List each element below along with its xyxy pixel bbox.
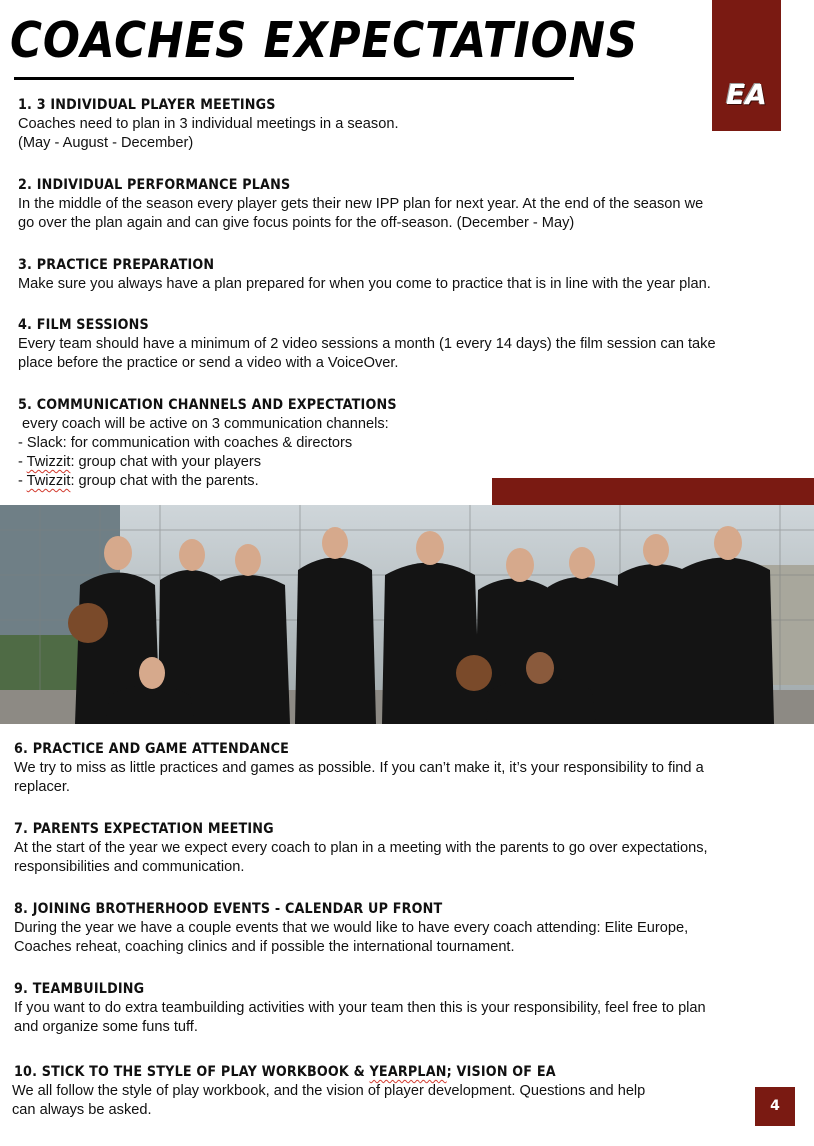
ea-logo: EA <box>726 78 767 111</box>
section-heading: 3. PRACTICE PREPARATION <box>18 257 215 273</box>
section-heading: 2. INDIVIDUAL PERFORMANCE PLANS <box>18 177 291 193</box>
section-style-of-play <box>14 1062 645 1120</box>
logo-tab <box>712 0 781 131</box>
title-underline <box>14 77 574 80</box>
section-body: We try to miss as little practices and games as possible. If you can’t make it, it’s your responsibility to find a replacer. <box>14 760 704 795</box>
section-brotherhood-events <box>14 899 688 957</box>
section-body: Make sure you always have a plan prepared for when you come to practice that is in line with the year plan. <box>18 276 711 292</box>
section-heading: 10. STICK TO THE STYLE OF PLAY WORKBOOK & YEARPLAN; VISION OF EA <box>14 1064 556 1080</box>
section-heading: 7. PARENTS EXPECTATION MEETING <box>14 821 274 837</box>
section-body: Coaches need to plan in 3 individual meetings in a season. (May - August - December) <box>18 116 399 151</box>
twizzit-word: Twizzit <box>26 473 71 489</box>
section-body: We all follow the style of play workbook, and the vision of player development. Questions and help can always be asked. <box>12 1083 646 1118</box>
section-communication-channels <box>18 395 448 491</box>
section-practice-preparation <box>18 255 711 294</box>
section-heading: 4. FILM SESSIONS <box>18 317 149 333</box>
accent-bar <box>492 478 814 505</box>
section-film-sessions <box>18 315 716 373</box>
section-performance-plans <box>18 175 703 233</box>
section-body: If you want to do extra teambuilding activities with your team then this is your responsibility, feel free to plan and organize some funs tuff. <box>14 1000 706 1035</box>
page-title: COACHES EXPECTATIONS <box>10 12 639 69</box>
section-heading: 5. COMMUNICATION CHANNELS AND EXPECTATIONS <box>18 397 397 413</box>
section-heading: 8. JOINING BROTHERHOOD EVENTS - CALENDAR UP FRONT <box>14 901 443 917</box>
section-teambuilding <box>14 979 706 1037</box>
section-player-meetings <box>18 95 399 153</box>
section-body: Every team should have a minimum of 2 video sessions a month (1 every 14 days) the film session can take place before the practice or send a video with a VoiceOver. <box>18 336 716 371</box>
coaches-team-photo <box>0 505 814 724</box>
section-body: During the year we have a couple events that we would like to have every coach attending: Elite Europe, Coaches reheat, coaching clinics and if possible the international tournament. <box>14 920 689 955</box>
yearplan-word: YEARPLAN <box>369 1064 447 1080</box>
section-body: every coach will be active on 3 communication channels: - Slack: for communication with coaches & directors - Twizzit: group chat with your players - Twizzit: group chat with the parents. <box>18 416 389 489</box>
page-number: 4 <box>755 1087 795 1126</box>
section-heading: 6. PRACTICE AND GAME ATTENDANCE <box>14 741 290 757</box>
section-body: At the start of the year we expect every coach to plan in a meeting with the parents to go over expectations, responsibilities and communication. <box>14 840 708 875</box>
section-heading: 9. TEAMBUILDING <box>14 981 145 997</box>
section-body: In the middle of the season every player gets their new IPP plan for next year. At the end of the season we go over the plan again and can give focus points for the off-season. (December - May) <box>18 196 704 231</box>
section-attendance <box>14 739 704 797</box>
section-heading: 1. 3 INDIVIDUAL PLAYER MEETINGS <box>18 97 276 113</box>
twizzit-word: Twizzit <box>26 454 71 470</box>
section-parents-meeting <box>14 819 708 877</box>
